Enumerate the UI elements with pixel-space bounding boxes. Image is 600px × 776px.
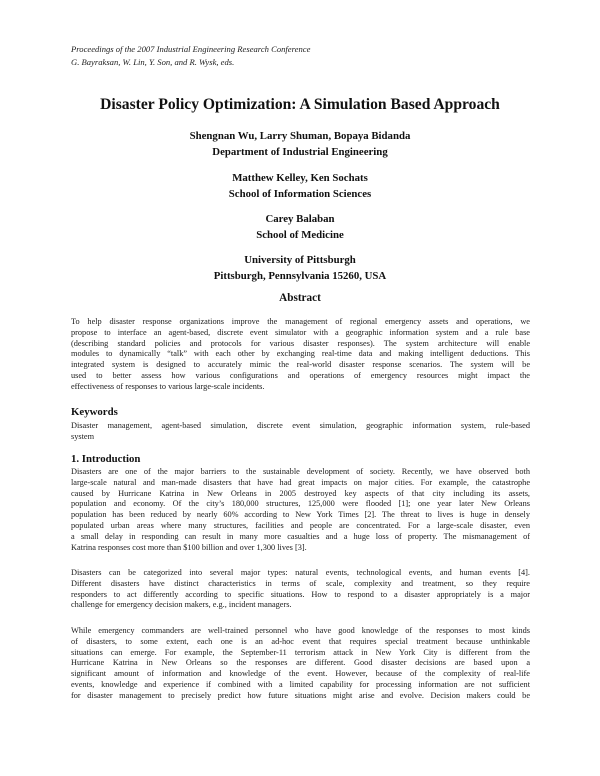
intro-paragraph-1 bbox=[71, 467, 530, 553]
abstract-heading: Abstract bbox=[279, 292, 321, 304]
proceedings-header bbox=[71, 43, 310, 68]
proceedings-line: Proceedings of the 2007 Industrial Engineering Research Conference bbox=[71, 44, 311, 54]
text-line: responders to act differently according to specific situations. How to respond to a disaster appropriately is a major bbox=[71, 589, 530, 599]
text-line: propose to interface an agent-based, discrete event simulator with a geographic information system and a rule base bbox=[71, 327, 530, 337]
keywords-heading: Keywords bbox=[71, 406, 118, 418]
text-line: Hurricane Katrina in New Orleans so the responses are different. Good disaster decisions are based upon a bbox=[71, 658, 530, 668]
text-line: population and economy. Of the city’s 180,000 structures, 125,000 were flooded [1]; one year later New Orleans bbox=[71, 499, 530, 509]
text-line: significant amount of information and knowledge of the event. However, because of the complexity of real-life bbox=[71, 669, 530, 679]
text-line: large-scale natural and man-made disasters that have had great impacts on major cities. For example, the catastrophe bbox=[71, 477, 530, 487]
introduction-heading: 1. Introduction bbox=[71, 453, 141, 465]
affiliation-block bbox=[0, 252, 600, 284]
author-department: School of Information Sciences bbox=[228, 188, 372, 200]
text-line: populated urban areas where many structures, facilities and people are concentrated. For a large-scale disaster, even bbox=[71, 520, 530, 530]
author-names: Shengnan Wu, Larry Shuman, Bopaya Bidanda bbox=[189, 130, 411, 142]
intro-paragraph-3 bbox=[71, 626, 530, 702]
text-line: situations can emerge. For example, the September-11 terrorism attack in New York City is different from the bbox=[71, 647, 530, 657]
text-line: To help disaster response organizations improve the management of regional emergency assets and operations, we bbox=[71, 317, 530, 326]
text-line: caused by Hurricane Katrina in New Orleans in 2005 destroyed key aspects of that city including its assets, bbox=[71, 488, 530, 498]
author-block-2 bbox=[0, 170, 600, 202]
text-line: Disaster management, agent-based simulation, discrete event simulation, geographic information system, rule-based bbox=[71, 421, 530, 430]
text-line: modules to dynamically “talk” with each other by exchanging real-time data and making intelligent deductions. This bbox=[71, 349, 530, 359]
text-line: events, knowledge and experience if combined with a limited capability for processing information are not sufficient bbox=[71, 679, 530, 689]
paper-title: Disaster Policy Optimization: A Simulation Based Approach bbox=[100, 96, 500, 113]
text-line: used to better assess how various configurations and operations of emergency resources might impact the bbox=[71, 370, 530, 380]
text-line: Katrina responses cost more than $100 billion and over 1,300 lives [3]. bbox=[71, 542, 307, 552]
text-line: of disasters, to some extent, each one is an ad-hoc event that requires special treatment because unthinkable bbox=[71, 636, 530, 646]
text-line: effectiveness of responses to various large-scale incidents. bbox=[71, 381, 265, 391]
text-line: (describing standard policies and protocols for various disaster responses). The system architecture will enable bbox=[71, 338, 530, 348]
text-line: integrated system is designed to accurately mimic the real-world disaster response scenarios. The system will be bbox=[71, 360, 530, 370]
author-department: School of Medicine bbox=[256, 229, 344, 241]
text-line: system bbox=[71, 431, 95, 441]
author-block-1 bbox=[0, 128, 600, 160]
author-department: Department of Industrial Engineering bbox=[212, 146, 388, 158]
text-line: for disaster management to precisely predict how future situations might arise and evolve. Decision makers could be bbox=[71, 690, 530, 700]
author-names: Carey Balaban bbox=[265, 213, 335, 225]
text-line: Disasters are one of the major barriers to the sustainable development of society. Recently, we have observed both bbox=[71, 467, 530, 476]
abstract-body bbox=[71, 317, 530, 393]
intro-paragraph-2 bbox=[71, 568, 530, 611]
author-block-3 bbox=[0, 211, 600, 243]
keywords-body bbox=[71, 421, 530, 443]
text-line: While emergency commanders are well-trained personnel who have good knowledge of the responses to most kinds bbox=[71, 626, 530, 635]
editors-line: G. Bayraksan, W. Lin, Y. Son, and R. Wysk, eds. bbox=[71, 56, 235, 67]
author-names: Matthew Kelley, Ken Sochats bbox=[232, 172, 368, 184]
text-line: Different disasters have distinct characteristics in terms of scale, complexity and treatment, so they require bbox=[71, 578, 530, 588]
text-line: a small delay in responding can result in many more casualties and a huge loss of property. The mismanagement of bbox=[71, 531, 530, 541]
text-line: Disasters can be categorized into several major types: natural events, technological events, and human events [4]. bbox=[71, 568, 530, 577]
university: University of Pittsburgh bbox=[244, 254, 356, 266]
location: Pittsburgh, Pennsylvania 15260, USA bbox=[213, 270, 387, 282]
text-line: population has been reduced by nearly 60% according to New York Times [2]. The threat to lives is huge in densely bbox=[71, 510, 530, 520]
text-line: challenge for emergency decision makers, e.g., incident managers. bbox=[71, 600, 292, 610]
